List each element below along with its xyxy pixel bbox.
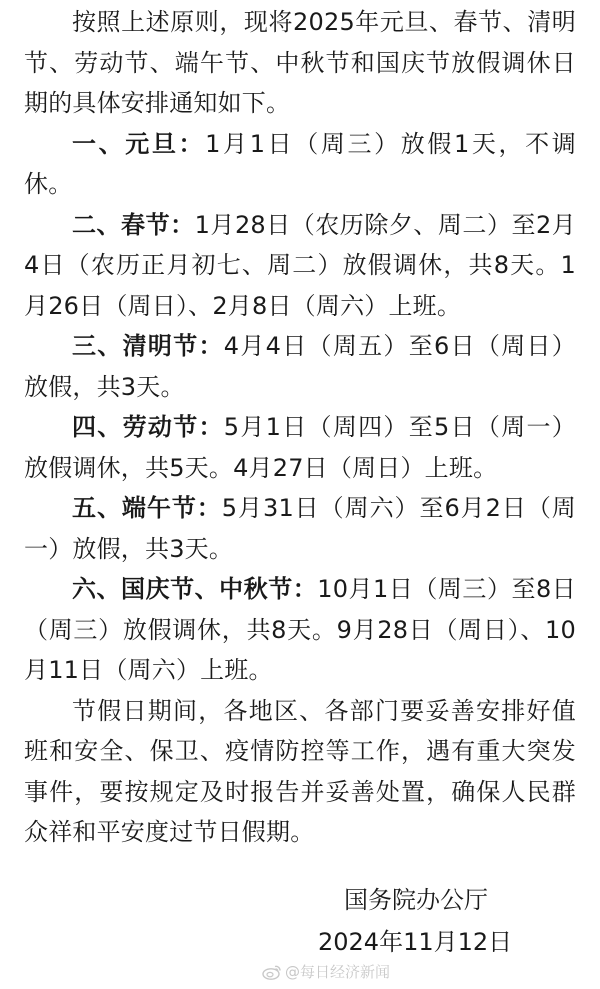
weibo-icon [262,964,282,980]
item-text: 5月31日（周六）至6月2日（周一）放假，共3天。 [24,494,577,563]
issue-date: 2024年11月12日 [318,928,513,956]
issuer-name: 国务院办公厅 [344,886,488,914]
item-national-day [0,569,600,691]
item-label: 二、春节： [72,210,195,239]
closing-paragraph: 节假日期间，各地区、各部门要妥善安排好值班和安全、保卫、疫情防控等工作，遇有重大突发事件，要按规定及时报告并妥善处置，确保人民群众祥和平安度过节日假期。 [24,696,576,846]
item-new-year [0,124,600,205]
item-label: 三、清明节： [72,332,224,360]
watermark-text: @每日经济新闻 [285,963,391,981]
item-label: 五、端午节： [72,494,222,522]
item-text: 4月4日（周五）至6日（周日）放假，共3天。 [24,332,576,401]
item-qingming [0,326,600,407]
item-text: 1月1日（周三）放假1天，不调休。 [24,129,576,198]
item-spring-festival [0,205,600,327]
watermark [262,962,390,982]
intro-paragraph: 按照上述原则，现将2025年元旦、春节、清明节、劳动节、端午节、中秋节和国庆节放假调休日期的具体安排通知如下。 [24,8,576,117]
item-dragon-boat [0,488,600,569]
item-label: 六、国庆节、中秋节： [72,575,318,603]
item-text: 1月28日（农历除夕、周二）至2月4日（农历正月初七、周二）放假调休，共8天。1月26日（周日）、2月8日（周六）上班。 [24,210,577,320]
item-labor-day [0,407,600,488]
item-text: 5月1日（周四）至5日（周一）放假调休，共5天。4月27日（周日）上班。 [24,413,576,482]
item-label: 四、劳动节： [72,413,224,441]
item-label: 一、元旦： [72,129,206,158]
item-text: 10月1日（周三）至8日（周三）放假调休，共8天。9月28日（周日）、10月11日（周六）上班。 [24,575,577,684]
